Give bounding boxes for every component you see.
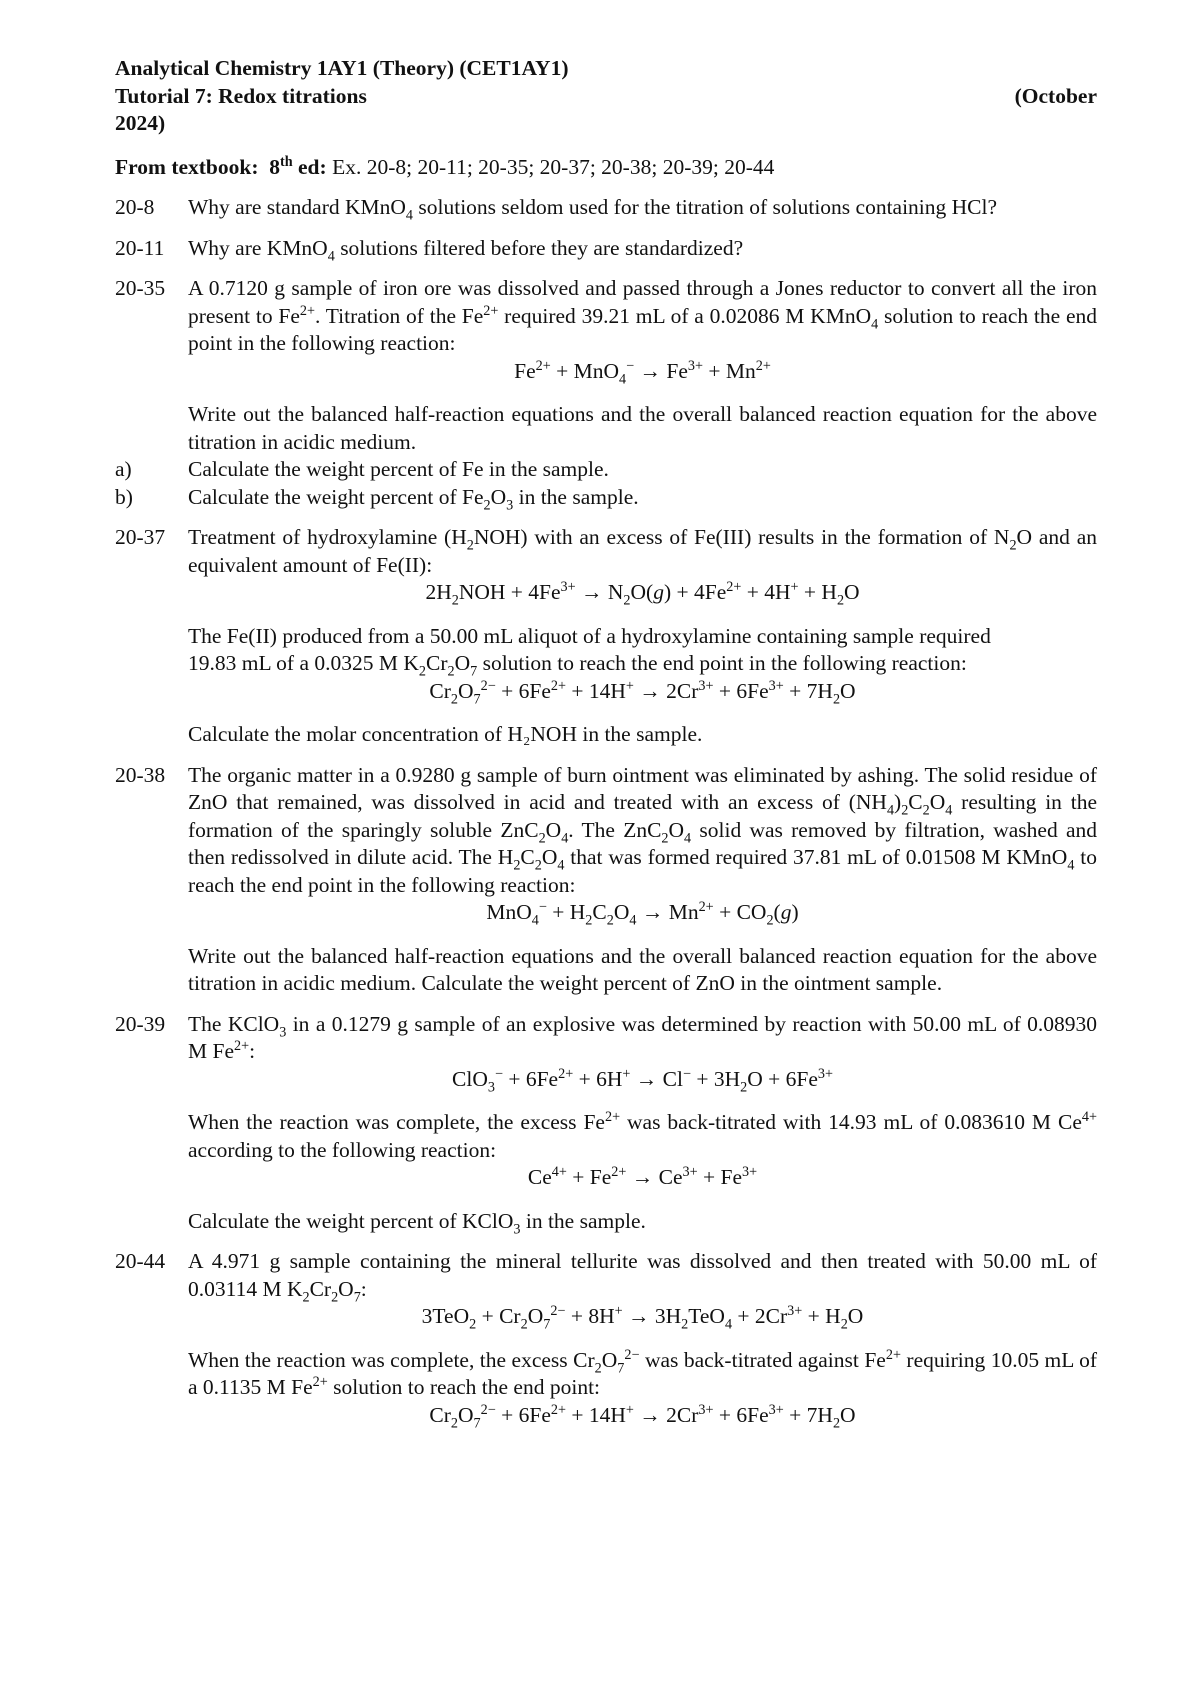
textbook-label: From textbook: bbox=[115, 154, 259, 179]
question-text: A 4.971 g sample containing the mineral tellurite was dissolved and then treated with 50.00 mL of 0.03114 M $K_2Cr_2O_7$: $3TeO_2 + Cr_2O_7^{2-} + 8H^+ \to 3H_2TeO_4 + 2Cr^{3+} + H_2O$ When the reaction was complete, the excess $Cr_2O_7^{2-}$ was back-titrated against $Fe^{2+}$ requiring 10.05 mL of a 0.1135 M $Fe^{2+}$ solution to reach the end point: $Cr_2O_7^{2-} + 6Fe^{2+} + 14H^+ \to 2Cr^{3+} + 6Fe^{3+} + 7H_2O$ bbox=[188, 1249, 1097, 1431]
page-header bbox=[115, 55, 1097, 138]
sub-question-b bbox=[115, 484, 1097, 512]
question-20-37 bbox=[115, 524, 1097, 749]
question-20-8 bbox=[115, 194, 1097, 222]
reaction-equation: $Ce^{4+} + Fe^{2+} \to Ce^{3+} + Fe^{3+}$ bbox=[527, 1163, 758, 1189]
reaction-equation: $ClO_3^- + 6Fe^{2+} + 6H^+ \to Cl^- + 3H_2O + 6Fe^{3+}$ bbox=[452, 1065, 833, 1095]
exercise-list: Ex. 20-8; 20-11; 20-35; 20-37; 20-38; 20-39; 20-44 bbox=[326, 154, 775, 179]
question-text: A 0.7120 g sample of iron ore was dissolved and passed through a Jones reductor to convert all the iron present to $Fe^{2+}$. Titration of the $Fe^{2+}$ required 39.21 mL of a 0.02086 M KMnO$_4$ solution to reach the end point in the following reaction: $Fe^{2+} + MnO_4^- \to Fe^{3+} + Mn^{2+}$ Write out the balanced half-reaction equations and the overall balanced reaction equation for the above titration in acidic medium. a) Calculate the weight percent of Fe in the sample. b) Calculate the weight percent of $Fe_2O_3$ in the sample. bbox=[115, 276, 1097, 513]
reaction-equation: $Cr_2O_7^{2-} + 6Fe^{2+} + 14H^+ \to 2Cr^{3+} + 6Fe^{3+} + 7H_2O$ bbox=[429, 1401, 856, 1431]
reaction-equation: $MnO_4^- + H_2C_2O_4 \to Mn^{2+} + CO_2(g)$ bbox=[486, 898, 799, 929]
sub-question-label: b) bbox=[115, 484, 133, 509]
question-number: 20-35 bbox=[115, 276, 166, 300]
reaction-equation: $Fe^{2+} + MnO_4^- \to Fe^{3+} + Mn^{2+}$ bbox=[514, 357, 771, 387]
question-number: 20-44 bbox=[115, 1249, 166, 1273]
question-number: 20-38 bbox=[115, 762, 166, 787]
final-instruction: Calculate the molar concentration of H₂NOH in the sample. bbox=[188, 722, 703, 746]
edition-number: 8 bbox=[269, 154, 281, 179]
question-number: 20-39 bbox=[115, 1011, 166, 1036]
tutorial-title: Tutorial 7: Redox titrations bbox=[115, 83, 367, 108]
sub-question-a bbox=[115, 456, 1097, 484]
question-20-44 bbox=[115, 1248, 1097, 1429]
question-text: Why are KMnO$_4$ solutions filtered before they are standardized? bbox=[188, 235, 744, 264]
date-part-2: 2024) bbox=[115, 111, 166, 135]
date-part-1: (October bbox=[1014, 83, 1097, 108]
question-20-39 bbox=[115, 1011, 1097, 1236]
question-20-35 bbox=[115, 275, 1097, 511]
question-text: Treatment of hydroxylamine $(H_2NOH)$ with an excess of Fe(III) results in the formation of $N_2O$ and an equivalent amount of Fe(II): $2H_2NOH + 4Fe^{3+} \to N_2O(g) + 4Fe^{2+} + 4H^+ + H_2O$ The Fe(II) produced from a 50.00 mL aliquot of a hydroxylamine containing sample required 19.83 mL of a 0.0325 M $K_2Cr_2O_7$ solution to reach the end point in the following reaction: $Cr_2O_7^{2-} + 6Fe^{2+} + 14H^+ \to 2Cr^{3+} + 6Fe^{3+} + 7H_2O$ Calculate the molar concentration of H₂NOH in the sample. bbox=[188, 524, 1097, 749]
reaction-equation: $Cr_2O_7^{2-} + 6Fe^{2+} + 14H^+ \to 2Cr^{3+} + 6Fe^{3+} + 7H_2O$ bbox=[429, 677, 856, 707]
question-20-38 bbox=[115, 762, 1097, 998]
question-number: 20-11 bbox=[115, 235, 165, 260]
sub-question-text: Calculate the weight percent of $Fe_2O_3$ in the sample. bbox=[188, 484, 639, 513]
edition-suffix: th bbox=[280, 153, 293, 170]
reaction-equation: $3TeO_2 + Cr_2O_7^{2-} + 8H^+ \to 3H_2TeO_4 + 2Cr^{3+} + H_2O$ bbox=[421, 1302, 864, 1333]
course-title: Analytical Chemistry 1AY1 (Theory) (CET1AY1) bbox=[115, 56, 569, 80]
sub-question-label: a) bbox=[115, 457, 132, 481]
question-text: The KClO$_3$ in a 0.1279 g sample of an explosive was determined by reaction with 50.00 mL of 0.08930 M $Fe^{2+}$: $ClO_3^- + 6Fe^{2+} + 6H^+ \to Cl^- + 3H_2O + 6Fe^{3+}$ When the reaction was complete, the excess $Fe^{2+}$ was back-titrated with 14.93 mL of 0.083610 M $Ce^{4+}$ according to the following reaction: $Ce^{4+} + Fe^{2+} \to Ce^{3+} + Fe^{3+}$ Calculate the weight percent of KClO$_3$ in the sample. bbox=[188, 1011, 1098, 1237]
question-20-11 bbox=[115, 235, 1097, 263]
edition-label: ed: bbox=[292, 154, 327, 179]
textbook-reference bbox=[115, 154, 1097, 182]
question-number: 20-37 bbox=[115, 525, 166, 549]
reaction-equation: $2H_2NOH + 4Fe^{3+} \to N_2O(g) + 4Fe^{2+} + 4H^+ + H_2O$ bbox=[425, 578, 860, 609]
sub-question-text: Calculate the weight percent of Fe in the sample. bbox=[188, 457, 609, 481]
tutorial-row bbox=[115, 83, 1097, 111]
question-text: Why are standard KMnO$_4$ solutions seldom used for the titration of solutions containing HCl? bbox=[188, 195, 998, 224]
tutorial-page bbox=[115, 55, 1097, 1429]
question-text: The organic matter in a 0.9280 g sample of burn ointment was eliminated by ashing. The solid residue of ZnO that remained, was dissolved in acid and treated with an excess of $(NH_4)_2C_2O_4$ resulting in the formation of the sparingly soluble $ZnC_2O_4$. The $ZnC_2O_4$ solid was removed by filtration, washed and then redissolved in dilute acid. The $H_2C_2O_4$ that was formed required 37.81 mL of 0.01508 M KMnO$_4$ to reach the end point in the following reaction: $MnO_4^- + H_2C_2O_4 \to Mn^{2+} + CO_2(g)$ Write out the balanced half-reaction equations and the overall balanced reaction equation for the above titration in acidic medium. Calculate the weight percent of ZnO in the ointment sample. bbox=[188, 762, 1097, 995]
question-number: 20-8 bbox=[115, 195, 155, 219]
